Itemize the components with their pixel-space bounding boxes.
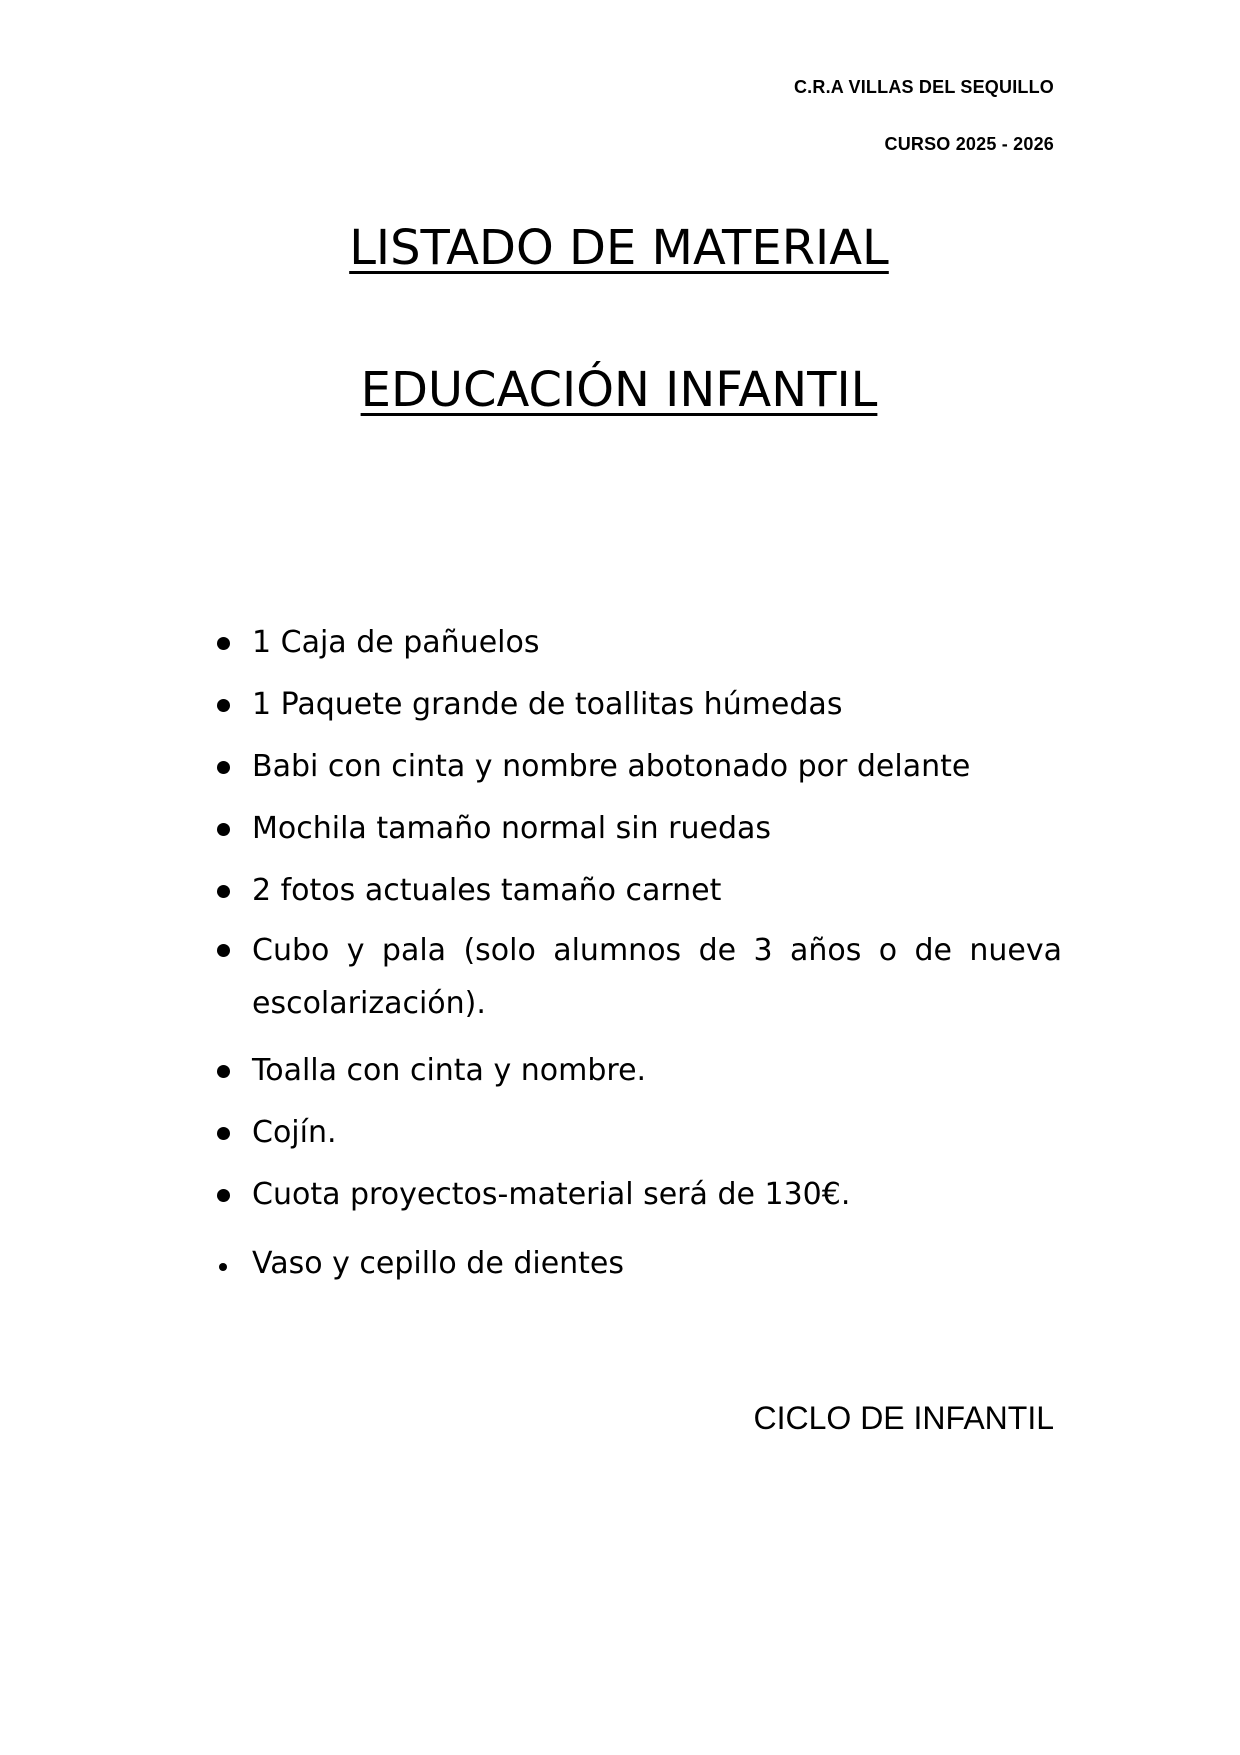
list-item xyxy=(212,800,1062,862)
list-item xyxy=(212,738,1062,800)
list-item xyxy=(212,1042,1062,1104)
bullet-icon xyxy=(217,761,230,774)
bullet-icon xyxy=(217,699,230,712)
list-item xyxy=(212,924,1062,1042)
footer-signature: CICLO DE INFANTIL xyxy=(753,1400,1054,1436)
bullet-icon xyxy=(217,1189,230,1202)
list-item-text: Cubo y pala (solo alumnos de 3 años o de nueva escolarización). xyxy=(252,933,1062,1021)
document-title xyxy=(0,220,1239,276)
bullet-icon xyxy=(217,885,230,898)
list-item-text: Babi con cinta y nombre abotonado por delante xyxy=(252,749,971,784)
list-item-text: Mochila tamaño normal sin ruedas xyxy=(252,811,772,846)
list-item xyxy=(212,614,1062,676)
document-subtitle xyxy=(0,362,1239,418)
bullet-icon xyxy=(217,637,230,650)
course-year: CURSO 2025 - 2026 xyxy=(884,134,1054,154)
list-item-text: 1 Paquete grande de toallitas húmedas xyxy=(252,687,843,722)
bullet-icon xyxy=(217,1127,230,1140)
list-item xyxy=(212,1166,1062,1228)
list-item-text: Cuota proyectos-material será de 130€. xyxy=(252,1177,851,1212)
list-item xyxy=(212,676,1062,738)
bullet-icon xyxy=(217,1065,230,1078)
list-item xyxy=(212,1104,1062,1166)
list-item xyxy=(212,1235,1062,1297)
bullet-icon xyxy=(219,1263,227,1271)
bullet-icon xyxy=(217,944,230,957)
material-list xyxy=(212,614,1062,1297)
list-item-text: 1 Caja de pañuelos xyxy=(252,625,540,660)
document-title-text: LISTADO DE MATERIAL xyxy=(349,220,889,276)
list-item-text: Toalla con cinta y nombre. xyxy=(252,1053,647,1088)
list-item-text: Vaso y cepillo de dientes xyxy=(252,1246,625,1281)
list-item-text: 2 fotos actuales tamaño carnet xyxy=(252,873,722,908)
list-item-text: Cojín. xyxy=(252,1115,337,1150)
school-name: C.R.A VILLAS DEL SEQUILLO xyxy=(793,77,1054,97)
list-item xyxy=(212,862,1062,924)
bullet-icon xyxy=(217,823,230,836)
document-subtitle-text: EDUCACIÓN INFANTIL xyxy=(360,362,878,418)
